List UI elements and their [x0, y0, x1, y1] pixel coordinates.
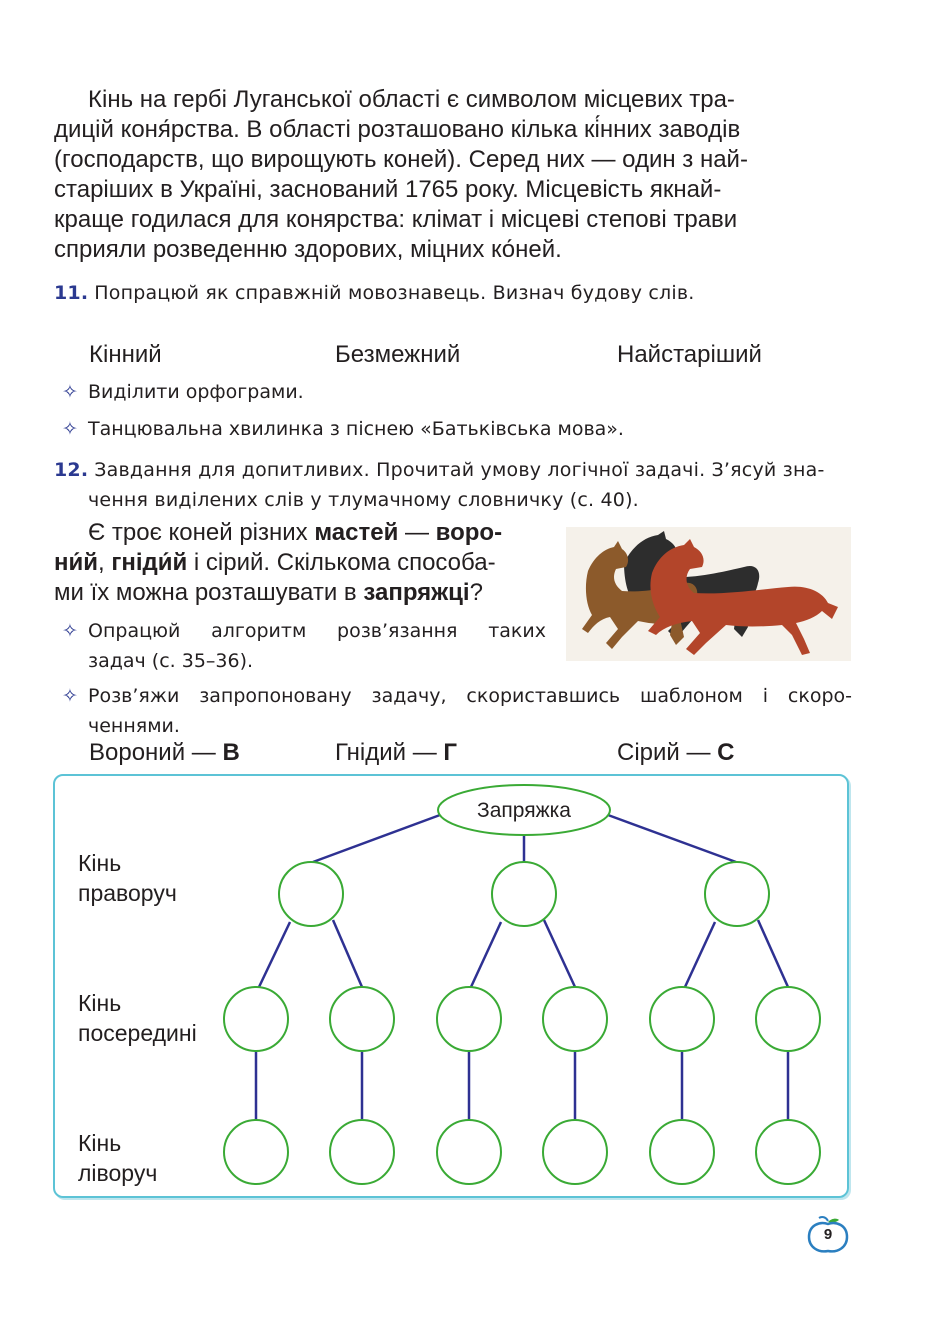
intro-line: дицій коня́рства. В області розташовано кілька кі́нних заводів [54, 116, 741, 143]
intro-line: старіших в Україні, заснований 1765 року. Місцевість якнай- [54, 176, 722, 203]
connector-line [259, 922, 290, 987]
answer-circle[interactable] [650, 1120, 714, 1184]
bullet-item: ✧ Опрацюй алгоритм розв’язання таких задач (с. 35–36). [62, 616, 546, 676]
connector-line [471, 922, 501, 987]
bullet-item: ✧ Виділити орфограми. [62, 377, 304, 407]
legend-siryi: Сірий — С [617, 739, 735, 766]
answer-circle[interactable] [543, 1120, 607, 1184]
intro-line: краще годилася для конярства: клімат і місцеві степові трави [54, 206, 738, 233]
answer-circle[interactable] [279, 862, 343, 926]
connector-line [313, 815, 440, 862]
diamond-bullet-icon: ✧ [62, 381, 78, 403]
task-12-heading: 12. Завдання для допитливих. Прочитай умову логічної задачі. З’ясуй зна- чення виділених слів у тлумачному словничку (с. 40). [54, 459, 825, 511]
connector-line [333, 920, 362, 987]
answer-circles [224, 862, 820, 1184]
answer-circle[interactable] [492, 862, 556, 926]
connector-line [608, 815, 736, 862]
answer-circle[interactable] [705, 862, 769, 926]
answer-circle[interactable] [224, 1120, 288, 1184]
answer-circle[interactable] [756, 987, 820, 1051]
legend-voronyi: Вороний — В [89, 739, 240, 766]
intro-line: (господарств, що вирощують коней). Серед них — один з най- [54, 146, 748, 173]
answer-circle[interactable] [330, 987, 394, 1051]
task-number: 12. [54, 459, 89, 481]
row-label-left: Кінь ліворуч [78, 1130, 158, 1186]
connector-line [758, 920, 788, 987]
page-number: 9 [823, 1226, 833, 1243]
word-bezmezhnyi: Безмежний [335, 341, 461, 368]
diamond-bullet-icon: ✧ [62, 418, 78, 440]
task-number: 11. [54, 282, 89, 304]
answer-circle[interactable] [650, 987, 714, 1051]
answer-circle[interactable] [437, 1120, 501, 1184]
bullet-item: ✧ Танцювальна хвилинка з піснею «Батьківська мова». [62, 414, 624, 444]
diamond-bullet-icon: ✧ [62, 620, 78, 642]
word-kinnyi: Кінний [89, 341, 162, 368]
root-node-label: Запряжка [477, 799, 571, 822]
legend-hnidyi: Гнідий — Г [335, 739, 458, 766]
page-number-badge [806, 1215, 850, 1253]
bullet-item: ✧ Розв’яжи запропоновану задачу, скориставшись шаблоном і скоро- ченнями. [62, 681, 852, 741]
word-naistarishyi: Найстаріший [617, 341, 762, 368]
row-label-right: Кінь праворуч [78, 850, 177, 906]
answer-circle[interactable] [224, 987, 288, 1051]
row-label-middle: Кінь посередині [78, 990, 197, 1046]
diamond-bullet-icon: ✧ [62, 685, 78, 707]
answer-circle[interactable] [330, 1120, 394, 1184]
tree-connectors [256, 815, 788, 1120]
connector-line [685, 922, 715, 987]
intro-line: Кінь на гербі Луганської області є символом місцевих тра- [88, 86, 735, 113]
intro-line: сприяли розведенню здорових, міцних ко́ней. [54, 236, 562, 263]
answer-circle[interactable] [543, 987, 607, 1051]
task-text: Попрацюй як справжній мовознавець. Визнач будову слів. [94, 282, 695, 304]
answer-circle[interactable] [756, 1120, 820, 1184]
logic-problem-text: Є троє коней різних мастей — воро- ни́й, гніди́й і сірий. Скількома способа- ми їх можна розташувати в запряжці? [54, 519, 503, 606]
connector-line [544, 920, 575, 987]
answer-circle[interactable] [437, 987, 501, 1051]
